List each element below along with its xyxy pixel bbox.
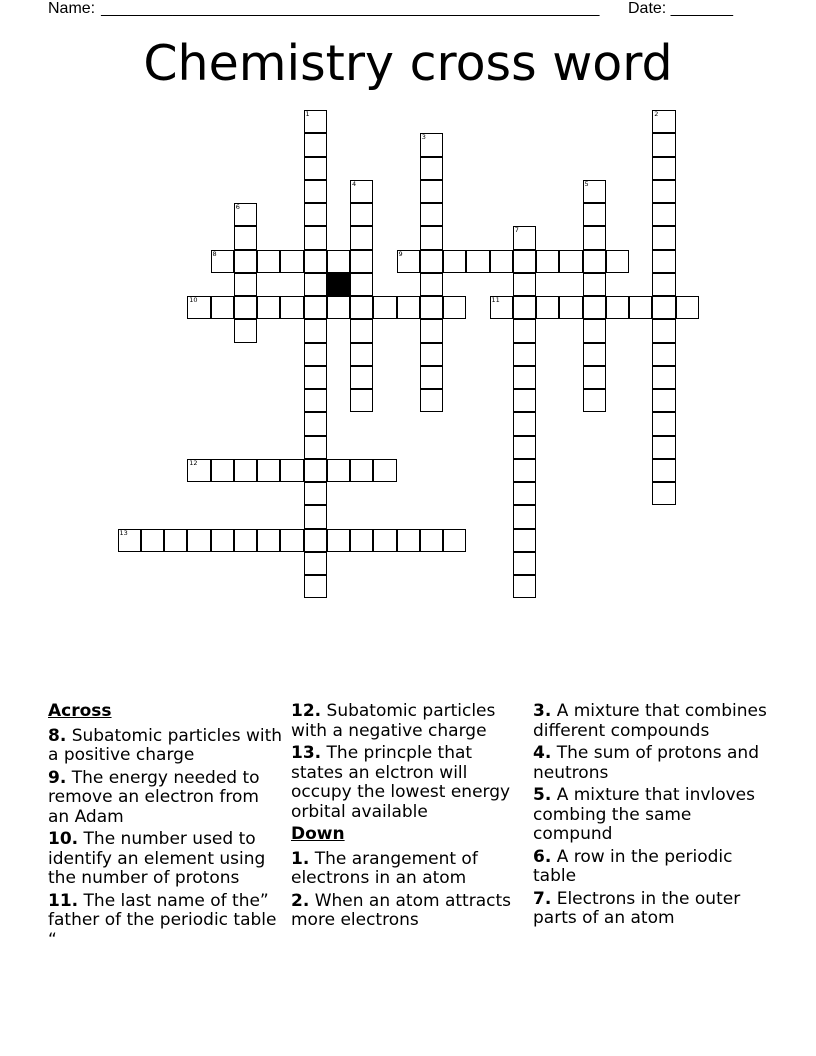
- grid-cell[interactable]: [350, 343, 373, 366]
- across-heading: Across: [48, 701, 112, 721]
- grid-cell[interactable]: [420, 296, 443, 319]
- clue-number: 2.: [291, 890, 310, 911]
- grid-cell[interactable]: [118, 529, 141, 552]
- grid-cell[interactable]: [304, 203, 327, 226]
- page-title: Chemistry cross word: [143, 35, 673, 92]
- grid-cell[interactable]: [234, 459, 257, 482]
- grid-cell[interactable]: [652, 412, 675, 435]
- grid-cell[interactable]: [583, 343, 606, 366]
- grid-cell[interactable]: [420, 389, 443, 412]
- grid-cell[interactable]: [234, 273, 257, 296]
- grid-cell[interactable]: [676, 296, 699, 319]
- grid-cell[interactable]: [652, 319, 675, 342]
- grid-cell[interactable]: [652, 459, 675, 482]
- grid-cell[interactable]: [652, 273, 675, 296]
- grid-cell[interactable]: [513, 319, 536, 342]
- grid-cell[interactable]: [652, 203, 675, 226]
- grid-cell[interactable]: [513, 505, 536, 528]
- grid-cell[interactable]: [559, 296, 582, 319]
- clue-number: 5.: [533, 785, 552, 805]
- grid-cell[interactable]: [350, 389, 373, 412]
- clue-number: 10.: [48, 829, 79, 849]
- grid-cell[interactable]: [559, 250, 582, 273]
- cell-number: 6: [235, 203, 240, 211]
- grid-cell[interactable]: [420, 529, 443, 552]
- clue-column-2: [291, 702, 527, 934]
- grid-cell[interactable]: [583, 273, 606, 296]
- grid-cell[interactable]: [211, 296, 234, 319]
- across-clue: [291, 702, 527, 741]
- cell-number: 8: [212, 249, 217, 258]
- cell-number: 2: [654, 110, 659, 118]
- clue-number: 11.: [48, 890, 79, 911]
- clue-number: 4.: [533, 743, 552, 763]
- grid-cell[interactable]: [513, 366, 536, 389]
- grid-cell[interactable]: [211, 250, 234, 273]
- grid-cell[interactable]: [420, 250, 443, 273]
- clue-text: The energy needed to remove an electron from an Adam: [48, 767, 260, 827]
- grid-cell[interactable]: [304, 273, 327, 296]
- grid-cell[interactable]: [304, 482, 327, 505]
- grid-cell[interactable]: [304, 296, 327, 319]
- down-clue: [291, 850, 527, 889]
- grid-cell[interactable]: [420, 157, 443, 180]
- grid-cell[interactable]: [583, 366, 606, 389]
- grid-cell[interactable]: [397, 529, 420, 552]
- cell-number: 1: [305, 110, 310, 118]
- grid-cell[interactable]: [443, 296, 466, 319]
- grid-cell[interactable]: [304, 343, 327, 366]
- clue-text: The arangement of electrons in an atom: [291, 848, 478, 888]
- grid-cell[interactable]: [373, 459, 396, 482]
- grid-cell[interactable]: [583, 389, 606, 412]
- grid-cell[interactable]: [513, 412, 536, 435]
- grid-cell[interactable]: [652, 389, 675, 412]
- grid-cell[interactable]: [350, 180, 373, 203]
- grid-cell[interactable]: [234, 296, 257, 319]
- grid-cell[interactable]: [304, 226, 327, 249]
- grid-cell[interactable]: [420, 180, 443, 203]
- clue-text: A row in the periodic table: [533, 846, 733, 886]
- clue-text: Subatomic particles with a positive charge: [48, 725, 283, 765]
- grid-cell[interactable]: [304, 505, 327, 528]
- grid-cell[interactable]: [652, 180, 675, 203]
- clue-column-3: [533, 702, 769, 932]
- cell-number: 7: [514, 226, 519, 235]
- grid-cell[interactable]: [280, 459, 303, 482]
- grid-cell[interactable]: [350, 203, 373, 226]
- across-clue: [291, 744, 527, 822]
- grid-cell[interactable]: [420, 133, 443, 156]
- grid-cell[interactable]: [513, 250, 536, 273]
- grid-cell[interactable]: [280, 529, 303, 552]
- down-clue: [533, 786, 769, 845]
- grid-cell[interactable]: [187, 296, 210, 319]
- grid-cell[interactable]: [490, 250, 513, 273]
- clue-number: 1.: [291, 848, 310, 869]
- down-clue: [533, 702, 769, 741]
- grid-cell[interactable]: [420, 203, 443, 226]
- grid-cell[interactable]: [652, 133, 675, 156]
- grid-cell[interactable]: [513, 343, 536, 366]
- grid-cell[interactable]: [350, 459, 373, 482]
- grid-cell[interactable]: [327, 296, 350, 319]
- grid-cell[interactable]: [652, 482, 675, 505]
- grid-cell[interactable]: [234, 250, 257, 273]
- grid-cell[interactable]: [234, 226, 257, 249]
- down-clue: [533, 848, 769, 887]
- grid-cell[interactable]: [211, 459, 234, 482]
- grid-cell[interactable]: [420, 226, 443, 249]
- cell-number: 3: [421, 133, 426, 142]
- grid-cell[interactable]: [350, 319, 373, 342]
- grid-cell[interactable]: [513, 575, 536, 598]
- cell-number: 11: [491, 296, 500, 304]
- grid-cell[interactable]: [257, 296, 280, 319]
- grid-cell[interactable]: [327, 250, 350, 273]
- clue-text: The princple that states an elctron will occupy the lowest energy orbital available: [291, 743, 511, 822]
- cell-number: 4: [352, 179, 357, 188]
- clue-number: 9.: [48, 767, 67, 788]
- clue-number: 6.: [533, 846, 552, 867]
- grid-cell[interactable]: [466, 250, 489, 273]
- grid-cell[interactable]: [652, 343, 675, 366]
- grid-cell[interactable]: [536, 250, 559, 273]
- clue-text: Subatomic particles with a negative charge: [291, 701, 496, 741]
- date-blank[interactable]: _______: [670, 0, 733, 17]
- grid-cell[interactable]: [234, 203, 257, 226]
- grid-cell[interactable]: [652, 436, 675, 459]
- name-blank[interactable]: ________________________________________________________: [101, 0, 600, 17]
- grid-cell[interactable]: [327, 529, 350, 552]
- grid-cell[interactable]: [164, 529, 187, 552]
- grid-cell[interactable]: [513, 296, 536, 319]
- grid-cell[interactable]: [304, 250, 327, 273]
- clue-column-1: [48, 702, 284, 953]
- grid-cell[interactable]: [257, 529, 280, 552]
- clue-text: The sum of protons and neutrons: [533, 743, 760, 783]
- grid-cell[interactable]: [652, 110, 675, 133]
- grid-cell[interactable]: [583, 180, 606, 203]
- grid-cell[interactable]: [304, 110, 327, 133]
- grid-cell[interactable]: [443, 529, 466, 552]
- grid-cell[interactable]: [629, 296, 652, 319]
- grid-cell[interactable]: [420, 343, 443, 366]
- grid-cell[interactable]: [583, 319, 606, 342]
- grid-cell[interactable]: [583, 250, 606, 273]
- clue-text: A mixture that invloves combing the same compund: [533, 785, 755, 844]
- grid-cell[interactable]: [141, 529, 164, 552]
- grid-cell[interactable]: [420, 273, 443, 296]
- grid-cell[interactable]: [327, 459, 350, 482]
- grid-cell[interactable]: [234, 529, 257, 552]
- across-clue: [48, 769, 284, 828]
- name-label: Name:: [48, 0, 96, 17]
- grid-cell[interactable]: [513, 436, 536, 459]
- down-clue: [291, 892, 527, 931]
- grid-cell[interactable]: [513, 226, 536, 249]
- grid-cell[interactable]: [536, 296, 559, 319]
- grid-cell[interactable]: [420, 366, 443, 389]
- grid-cell[interactable]: [513, 273, 536, 296]
- clue-text: The last name of the” father of the periodic table “: [48, 890, 277, 950]
- grid-cell[interactable]: [304, 552, 327, 575]
- cell-number: 9: [398, 249, 403, 258]
- grid-cell[interactable]: [187, 529, 210, 552]
- cell-number: 5: [584, 179, 589, 188]
- grid-cell[interactable]: [304, 436, 327, 459]
- grid-cell[interactable]: [373, 296, 396, 319]
- grid-cell[interactable]: [280, 250, 303, 273]
- across-clue: [48, 830, 284, 889]
- grid-cell[interactable]: [350, 529, 373, 552]
- grid-cell[interactable]: [652, 250, 675, 273]
- grid-cell[interactable]: [350, 226, 373, 249]
- clue-number: 3.: [533, 701, 552, 721]
- grid-cell[interactable]: [304, 412, 327, 435]
- clue-text: When an atom attracts more electrons: [291, 890, 511, 930]
- grid-cell[interactable]: [397, 296, 420, 319]
- cell-number: 13: [119, 528, 128, 537]
- black-cell: [327, 273, 350, 296]
- cell-number: 10: [189, 296, 198, 304]
- grid-cell[interactable]: [257, 250, 280, 273]
- down-heading: Down: [291, 824, 345, 844]
- grid-cell[interactable]: [513, 459, 536, 482]
- grid-cell[interactable]: [443, 250, 466, 273]
- grid-cell[interactable]: [280, 296, 303, 319]
- cell-number: 12: [189, 458, 198, 467]
- grid-cell[interactable]: [304, 459, 327, 482]
- grid-cell[interactable]: [350, 273, 373, 296]
- grid-cell[interactable]: [304, 180, 327, 203]
- grid-cell[interactable]: [652, 157, 675, 180]
- grid-cell[interactable]: [652, 226, 675, 249]
- grid-cell[interactable]: [304, 133, 327, 156]
- grid-cell[interactable]: [187, 459, 210, 482]
- grid-cell[interactable]: [234, 319, 257, 342]
- grid-cell[interactable]: [211, 529, 234, 552]
- grid-cell[interactable]: [490, 296, 513, 319]
- grid-cell[interactable]: [304, 575, 327, 598]
- grid-cell[interactable]: [513, 389, 536, 412]
- down-clue: [533, 744, 769, 783]
- grid-cell[interactable]: [350, 296, 373, 319]
- grid-cell[interactable]: [606, 296, 629, 319]
- grid-cell[interactable]: [373, 529, 396, 552]
- grid-cell[interactable]: [420, 319, 443, 342]
- grid-cell[interactable]: [350, 366, 373, 389]
- grid-cell[interactable]: [606, 250, 629, 273]
- clue-number: 8.: [48, 725, 67, 746]
- across-clue: [48, 727, 284, 766]
- grid-cell[interactable]: [304, 366, 327, 389]
- grid-cell[interactable]: [304, 319, 327, 342]
- grid-cell[interactable]: [350, 250, 373, 273]
- clue-number: 7.: [533, 888, 552, 909]
- grid-cell[interactable]: [257, 459, 280, 482]
- grid-cell[interactable]: [583, 226, 606, 249]
- grid-cell[interactable]: [304, 157, 327, 180]
- grid-cell[interactable]: [583, 296, 606, 319]
- clue-number: 12.: [291, 701, 322, 721]
- grid-cell[interactable]: [513, 529, 536, 552]
- grid-cell[interactable]: [513, 482, 536, 505]
- clue-number: 13.: [291, 743, 322, 763]
- grid-cell[interactable]: [304, 529, 327, 552]
- clue-text: The number used to identify an element using the number of protons: [48, 829, 266, 888]
- date-label: Date:: [628, 0, 667, 17]
- clue-text: A mixture that combines different compounds: [533, 701, 767, 741]
- grid-cell[interactable]: [304, 389, 327, 412]
- grid-cell[interactable]: [513, 552, 536, 575]
- across-clue: [48, 892, 284, 951]
- grid-cell[interactable]: [583, 203, 606, 226]
- grid-cell[interactable]: [652, 296, 675, 319]
- grid-cell[interactable]: [652, 366, 675, 389]
- clue-text: Electrons in the outer parts of an atom: [533, 888, 741, 928]
- down-clue: [533, 890, 769, 929]
- grid-cell[interactable]: [397, 250, 420, 273]
